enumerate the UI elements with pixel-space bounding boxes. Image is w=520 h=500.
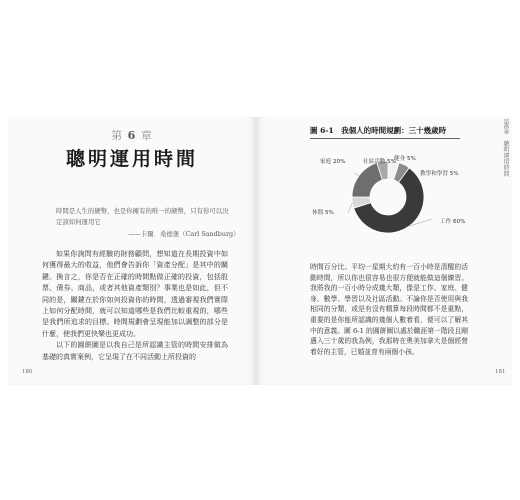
right-body-text [310, 262, 468, 357]
folio-left: 180 [22, 369, 33, 375]
epigraph-attribution: ——卡爾．桑德堡（Carl Sandburg） [128, 230, 240, 238]
pie-label-5: 教學和學習 5% [420, 171, 459, 177]
left-page [8, 117, 256, 385]
paragraph: 以下的圓餅圖是以我自己是所認識主管的時間安排做為基礎的真實案例，它呈現了在不同活動上所投資的 [42, 341, 228, 361]
pie-chart [310, 139, 490, 259]
chapter-label [8, 127, 256, 143]
left-body-text [42, 249, 228, 363]
chapter-title: 聰明運用時間 [65, 148, 198, 170]
leader-line-1 [348, 203, 352, 213]
pie-label-3: 社區活動 5% [363, 159, 397, 165]
pie-label-2: 家庭 20% [320, 159, 346, 165]
right-page [256, 117, 512, 385]
paragraph: 如果你詢問有經驗的財務顧問，想知道在長期投資中如何獲得最大的收益，他們會告訴你「資產分配」是其中的關鍵。換言之，你是否在正確的時間點做正確的投資，包括股票、債券、商品，或者其他資產類別？事業也是如此，但不同的是，關鍵在於你如何投資你的時間，透過審視我們實際上如何分配時間，就可以知道哪些是我們比較重視的，哪些是我們所追求的目標。時間規劃會呈現能加以調整的部分是什麼，使我們更快樂也更成功。 [42, 250, 228, 338]
epigraph-text: 時間是人生的硬幣，也是你擁有的唯一的硬幣，只有你可以決定該如何運用它 [56, 207, 229, 226]
chapter-number: 6 [127, 129, 137, 142]
pie-label-1: 休閒 5% [312, 210, 334, 216]
figure-title: 圖 6-1 我個人的時間規劃：三十幾歲時 [310, 126, 447, 135]
chapter-label-suffix: 章 [140, 129, 153, 142]
pie-label-0: 工作 60% [440, 219, 466, 225]
leader-line-2 [354, 173, 359, 176]
paragraph: 時間百分比。平均一星期大約有一百小時是清醒的活動時間，所以你也很容易也很方便就能做這個練習。我將我的一百小時分成幾大類，像是工作、家庭、健身、數學、學習以及社區活動。不論你是否使用與我相同的分類，或是有沒有精算每段時間都不是重點，重要的是你能所認識的幾個人數着看，便可以了解其中的意義。圖 6-1 的圓餅圖以處於職涯第一階段且剛邁入三十歲的我為例，我那時在奧美加拿大是個經營着好的主管，已婚並育有兩個小孩。 [310, 263, 469, 356]
folio-right: 181 [495, 369, 506, 375]
chapter-label-prefix: 第 [111, 129, 124, 142]
pie-slice-2 [352, 163, 382, 197]
pie-label-4: 健身 5% [394, 156, 416, 162]
side-tab: 第6章 聰明運用時間 [502, 119, 509, 177]
